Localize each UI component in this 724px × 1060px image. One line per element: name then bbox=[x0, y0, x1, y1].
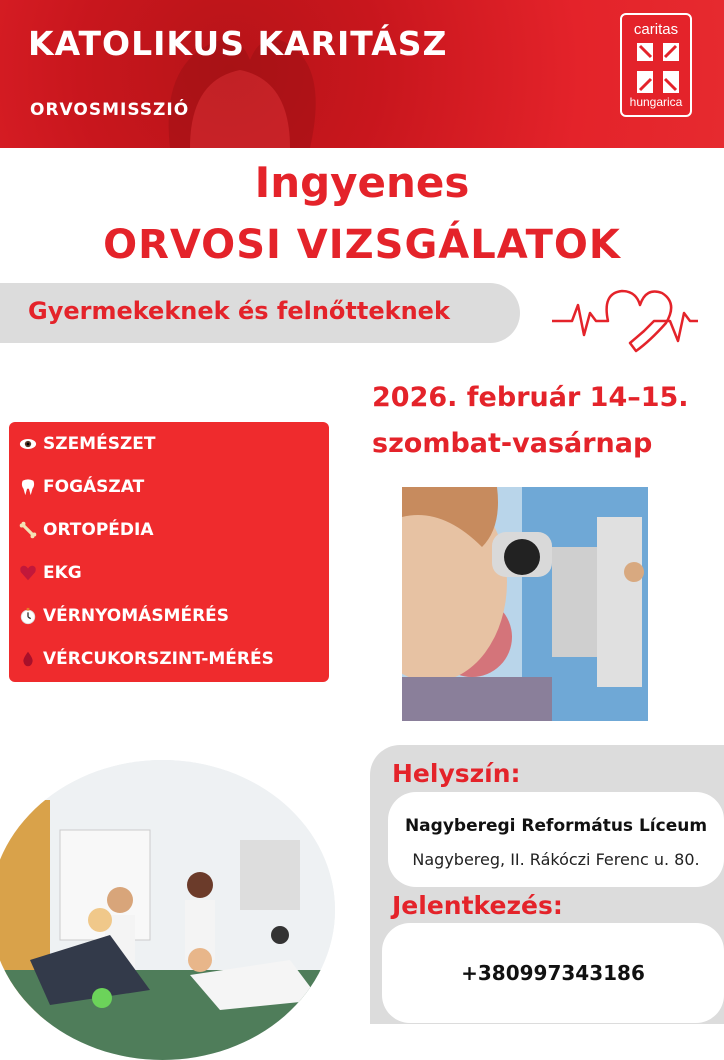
cross-icon bbox=[637, 43, 679, 93]
eye-icon bbox=[19, 435, 37, 453]
event-date: 2026. február 14–15. bbox=[372, 382, 689, 413]
services-list bbox=[9, 422, 329, 682]
tooth-icon bbox=[19, 478, 37, 496]
service-label: EKG bbox=[43, 563, 82, 583]
service-item bbox=[19, 606, 229, 626]
service-label: VÉRCUKORSZINT-MÉRÉS bbox=[43, 649, 274, 669]
location-label: Helyszín: bbox=[392, 759, 521, 788]
venue-address: Nagybereg, II. Rákóczi Ferenc u. 80. bbox=[412, 850, 700, 869]
service-label: FOGÁSZAT bbox=[43, 477, 145, 497]
headline-free: Ingyenes bbox=[254, 158, 470, 207]
hands-heart-background bbox=[150, 0, 330, 148]
eye-exam-photo bbox=[402, 487, 648, 721]
headline-exams: ORVOSI VIZSGÁLATOK bbox=[103, 222, 621, 268]
children-exercise-photo bbox=[0, 760, 335, 1060]
registration-label: Jelentkezés: bbox=[392, 891, 563, 920]
bone-icon bbox=[19, 521, 37, 539]
logo-bottom-text: hungarica bbox=[629, 95, 683, 109]
heartbeat-heart-icon bbox=[550, 283, 700, 358]
service-item bbox=[19, 649, 274, 669]
service-item bbox=[19, 477, 144, 497]
venue-name: Nagyberegi Református Líceum bbox=[404, 816, 708, 836]
service-label: ORTOPÉDIA bbox=[43, 520, 154, 540]
info-panel bbox=[370, 745, 724, 1024]
stopwatch-icon bbox=[19, 607, 37, 625]
phone-number[interactable]: +380997343186 bbox=[461, 961, 645, 985]
caritas-logo bbox=[620, 13, 692, 117]
heart-icon bbox=[19, 564, 37, 582]
organization-title: KATOLIKUS KARITÁSZ bbox=[28, 24, 448, 63]
service-label: VÉRNYOMÁSMÉRÉS bbox=[43, 606, 230, 626]
event-days: szombat-vasárnap bbox=[372, 428, 653, 459]
header-banner bbox=[0, 0, 724, 148]
service-item bbox=[19, 520, 154, 540]
logo-top-text: caritas bbox=[633, 21, 679, 38]
audience-banner bbox=[0, 283, 520, 343]
registration-card bbox=[382, 923, 724, 1023]
location-card bbox=[388, 792, 724, 887]
service-item bbox=[19, 434, 156, 454]
service-label: SZEMÉSZET bbox=[43, 434, 156, 454]
audience-text: Gyermekeknek és felnőtteknek bbox=[28, 297, 450, 325]
blood-drop-icon bbox=[19, 650, 37, 668]
service-item bbox=[19, 563, 82, 583]
organization-subtitle: ORVOSMISSZIÓ bbox=[30, 100, 190, 120]
